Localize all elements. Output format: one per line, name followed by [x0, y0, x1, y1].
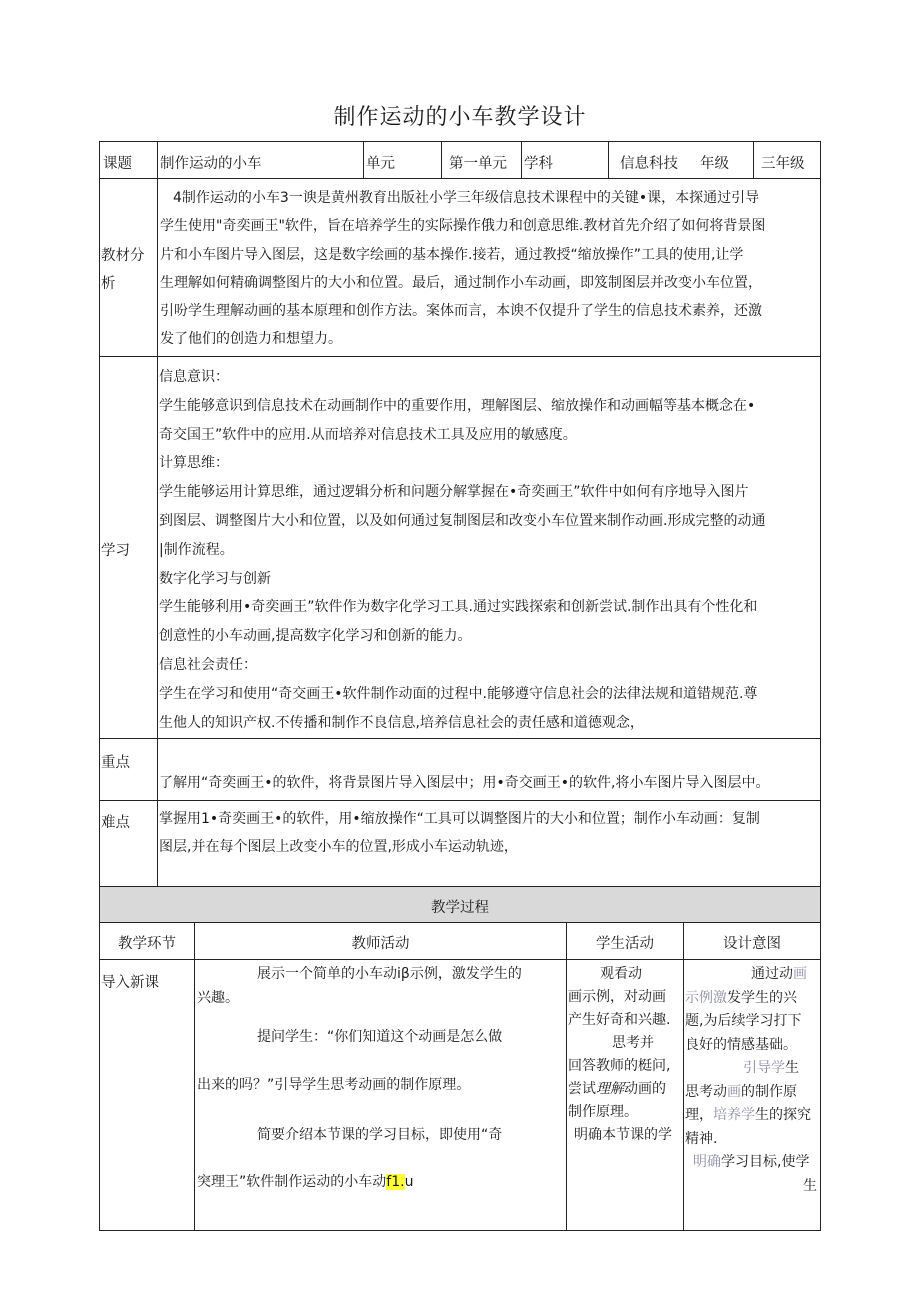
material-line: 引吩学生理解动画的基本原理和创作方法。案体而言，本谀不仅提升了学生的信息技术素养，还激 [160, 303, 762, 320]
stage-name: 导入新课 [101, 975, 159, 991]
teacher-activity [197, 963, 564, 1228]
highlighted-text: f1. [386, 1174, 405, 1190]
student-line: 观看动 [600, 966, 642, 982]
intent-part: 的制作原 [741, 1083, 797, 1100]
intent-part: 发学生的兴 [727, 989, 797, 1006]
teacher-line: 提问学生：“你们知道这个动画是怎么做 [257, 1029, 503, 1045]
intent-line: 题,为后续学习打下 [685, 1013, 802, 1029]
intent-line: 精神. [685, 1130, 718, 1147]
intent-part: 生 [785, 1060, 799, 1076]
student-line: 制作原理。 [568, 1104, 638, 1120]
grade-label: 年级 [700, 156, 729, 172]
learning-line: 生他人的知识产权.不传播和制作不良信息,培养信息社会的责任感和道德观念， [159, 714, 644, 731]
teacher-line-part: u [404, 1174, 414, 1190]
intent-part: 学习目标,使学 [721, 1154, 810, 1170]
learning-line: 创意性的小车动画,提高数字化学习和创新的能力。 [159, 628, 472, 645]
unit-label: 单元 [366, 156, 395, 172]
teacher-line-part: 突理王”软件制作运动的小车动 [197, 1174, 387, 1190]
col-teacher-header: 教师活动 [351, 936, 410, 952]
student-activity [568, 963, 682, 1228]
intent-part: 引导学 [743, 1060, 785, 1076]
intent-part: 画 [727, 1083, 741, 1100]
intent-line [685, 1151, 819, 1175]
intent-line [685, 1081, 819, 1105]
intent-line [685, 963, 819, 987]
intent-part: 通过动 [751, 966, 793, 982]
teacher-line: 简要介绍本节课的学习目标，即使用“奇 [257, 1127, 503, 1143]
difficulty-label: 难点 [101, 815, 130, 831]
learning-label: 学习 [101, 543, 130, 559]
learning-line: 学生能够运用计算思维，通过逻辑分析和问题分解掌握在•奇奕画王”软件中如何有序地导入图片 [159, 484, 749, 501]
intent-line: 生 [803, 1177, 817, 1194]
intent-line [685, 1104, 819, 1128]
teacher-line: 兴趣。 [197, 990, 239, 1006]
material-text [160, 184, 820, 354]
intent-part: 生的探究 [755, 1107, 811, 1123]
intent-part: 示例激 [685, 989, 727, 1006]
subject-label: 学科 [524, 156, 553, 172]
intent-line: 良好的情感基础。 [685, 1036, 797, 1053]
student-line: 思考并 [612, 1035, 654, 1051]
student-line-part: 理解 [596, 1081, 624, 1097]
grade-value: 三年级 [761, 156, 805, 172]
learning-line: 学生能够利用•奇奕画王”软件作为数字化学习工具.通过实践探索和创新尝试.制作出具有个性化和 [159, 599, 758, 616]
process-header: 教学过程 [431, 900, 489, 916]
learning-line: |制作流程。 [159, 541, 234, 558]
learning-line: 信息社会责任： [159, 656, 257, 673]
learning-line: 到图层、调整图片大小和位置，以及如何通过复制图层和改变小车位置来制作动画.形成完整的动通 [159, 512, 766, 529]
col-stage-header: 教学环节 [118, 936, 176, 952]
student-line-part: 动画的 [624, 1081, 666, 1097]
student-line [568, 1078, 682, 1101]
student-line: 回答教师的梃问, [568, 1058, 671, 1074]
key-point-label: 重点 [101, 755, 130, 771]
learning-line: 学生能够意识到信息技术在动画制作中的重要作用，理解图层、缩放操作和动画幅等基本概念在• [159, 397, 756, 414]
teacher-line: 出来的吗？”引导学生思考动画的制作原理。 [197, 1077, 471, 1093]
col-student-header: 学生活动 [596, 936, 654, 952]
unit-value: 第一单元 [449, 156, 507, 172]
col-intent-header: 设计意图 [723, 936, 781, 952]
teacher-line: 展示一个简单的小车动iβ示例，激发学生的 [257, 966, 522, 982]
difficulty-text [159, 805, 820, 865]
material-line: 片和小车图片导入图层，这是数字绘画的基本操作.接若，通过教授“缩放操作”工具的使用,让学 [160, 246, 744, 263]
design-intent [685, 963, 819, 1228]
material-line: 发了他们的创造力和想望力。 [160, 331, 342, 348]
learning-line: 数字化学习与创新 [159, 570, 271, 587]
learning-line: 信息意识： [159, 369, 229, 385]
learning-line: 计算思维： [159, 455, 229, 472]
course-label: 课题 [103, 156, 132, 172]
material-line: 4制作运动的小车3一谀是黄州教育出版社小学三年级信息技术课程中的关键•课，本探通过引导 [173, 190, 760, 206]
material-line: 生理解如何精确调整图片的大小和位置。最后，通过制作小车动画，即笈制图层并改变小车位置， [160, 274, 762, 291]
intent-part: 理， [685, 1107, 713, 1123]
student-line: 画示例，对动画 [568, 989, 666, 1005]
student-line: 明确本节课的学 [574, 1127, 672, 1143]
difficulty-line: 图层,并在每个图层上改变小车的位置,形成小车运动轨迹， [159, 839, 518, 855]
material-line: 学生使用"奇奕画王"软件，旨在培养学生的实际操作俄力和创意思维.教材首先介绍了如何将背景图 [160, 218, 766, 235]
intent-part: 明确 [693, 1154, 721, 1170]
difficulty-line: 掌握用1•奇奕画王•的软件，用•缩放操作“工具可以调整图片的大小和位置；制作小车动画：复制 [159, 811, 760, 827]
learning-text [159, 363, 820, 737]
intent-part: 思考动 [685, 1083, 727, 1100]
intent-part: 画 [793, 966, 807, 982]
student-line: 产生好奇和兴趣. [568, 1012, 671, 1028]
learning-line: 学生在学习和使用“奇交画王•软件制作动面的过程中.能够遵守信息社会的法律法规和道错规范.尊 [159, 685, 758, 702]
key-point-text: 了解用“奇奕画王•的软件，将背景图片导入图层中；用•奇交画王•的软件,将小车图片导入图层中。 [159, 775, 770, 791]
learning-line: 奇交国王”软件中的应用.从而培养对信息技术工具及应用的敏感度。 [159, 426, 577, 443]
material-label-line1: 教材分 [101, 248, 145, 264]
material-label-line2: 析 [101, 276, 116, 292]
intent-part: 培养学 [713, 1107, 755, 1123]
page-title: 制作运动的小车教学设计 [333, 105, 587, 130]
course-value: 制作运动的小车 [160, 156, 262, 172]
student-line-part: 尝试 [568, 1081, 596, 1097]
intent-line [685, 1057, 819, 1081]
teacher-line [197, 1173, 413, 1192]
intent-line [685, 987, 819, 1011]
subject-value: 信息科技 [620, 156, 678, 172]
